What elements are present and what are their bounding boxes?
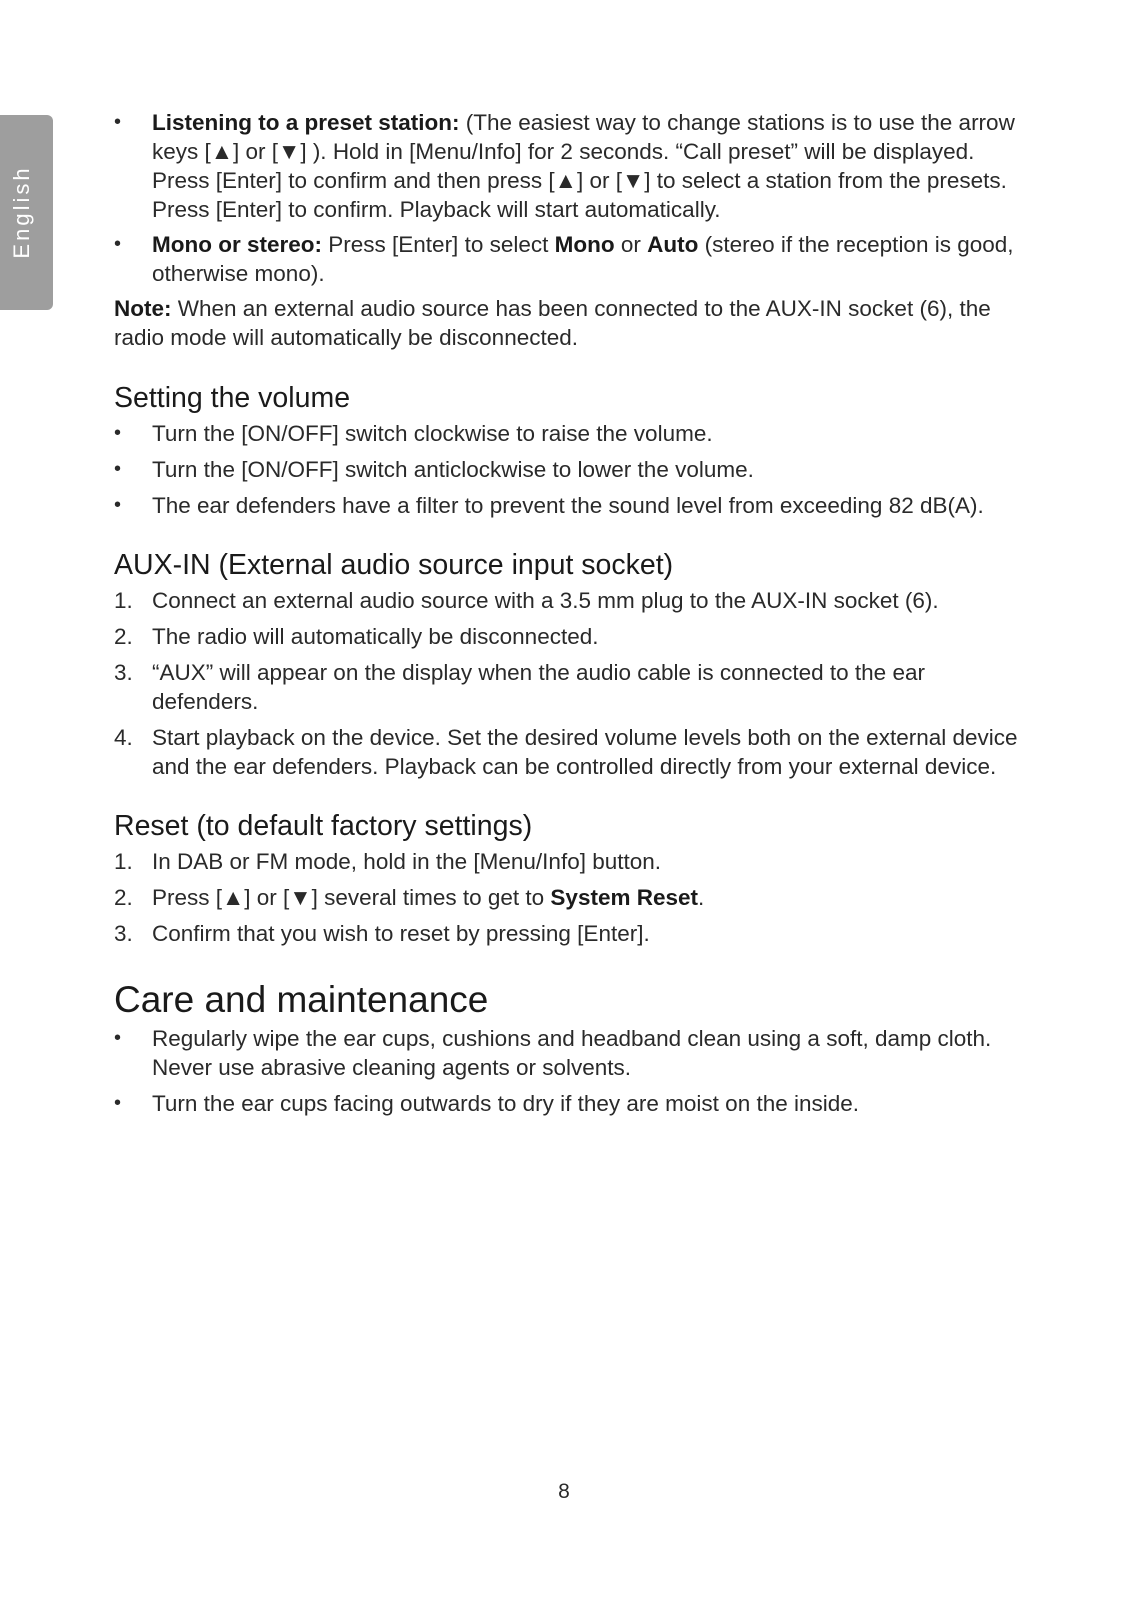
page-content: [114, 108, 1034, 1125]
note-label: Note:: [114, 296, 172, 321]
item-label: Listening to a preset station:: [152, 110, 460, 135]
step-number: 3.: [114, 660, 133, 685]
option-auto: Auto: [647, 232, 699, 257]
item-text: (stereo if the reception is good, otherwise mono).: [152, 232, 1014, 286]
list-item: [114, 419, 1034, 448]
item-label: Mono or stereo:: [152, 232, 323, 257]
item-text: The radio will automatically be disconnected.: [152, 624, 599, 649]
step-number: 1.: [114, 588, 133, 613]
note: [114, 294, 1034, 352]
item-text: Turn the [ON/OFF] switch anticlockwise to lower the volume.: [152, 457, 754, 482]
step-number: 1.: [114, 849, 133, 874]
volume-list: [114, 419, 1034, 520]
section-heading-aux: AUX-IN (External audio source input socket): [114, 549, 674, 581]
bullet-marker: •: [114, 1092, 122, 1114]
item-text: (The easiest way to change stations is to use the arrow keys [▲] or [▼] ). Hold in [Menu/Info] for 2 seconds. “Call preset” will be displayed. Press [Enter] to confirm and then press [▲] or [▼] to select a station from the presets. Press [Enter] to confirm. Playback will start automatically.: [152, 110, 1015, 222]
item-text: Turn the [ON/OFF] switch clockwise to raise the volume.: [152, 421, 713, 446]
reset-list: [114, 847, 1034, 948]
intro-list: [114, 108, 1034, 288]
item-text: Turn the ear cups facing outwards to dry if they are moist on the inside.: [152, 1091, 860, 1116]
list-item: [114, 883, 1034, 912]
language-tab-label: English: [9, 165, 34, 259]
item-text: Start playback on the device. Set the desired volume levels both on the external device and the ear defenders. Playback can be controlled directly from your external device.: [152, 725, 1018, 779]
care-list: [114, 1024, 1034, 1118]
item-text: .: [698, 885, 705, 910]
bullet-marker: •: [114, 422, 122, 444]
item-text: Press [▲] or [▼] several times to get to: [152, 885, 551, 910]
item-text: “AUX” will appear on the display when the audio cable is connected to the ear defenders.: [152, 660, 925, 714]
list-item: [114, 230, 1034, 288]
list-item: [114, 491, 1034, 520]
list-item: [114, 1089, 1034, 1118]
item-text: Regularly wipe the ear cups, cushions and headband clean using a soft, damp cloth. Never use abrasive cleaning agents or solvents.: [152, 1026, 992, 1080]
item-text: In DAB or FM mode, hold in the [Menu/Info] button.: [152, 849, 662, 874]
list-item: [114, 723, 1034, 781]
list-item: [114, 919, 1034, 948]
bullet-marker: •: [114, 111, 122, 133]
system-reset-label: System Reset: [550, 885, 699, 910]
step-number: 4.: [114, 725, 133, 750]
list-item: [114, 108, 1034, 224]
page-number: 8: [558, 1480, 570, 1503]
item-text: Connect an external audio source with a 3.5 mm plug to the AUX-IN socket (6).: [152, 588, 939, 613]
step-number: 3.: [114, 921, 133, 946]
bullet-marker: •: [114, 458, 122, 480]
list-item: [114, 847, 1034, 876]
bullet-marker: •: [114, 233, 122, 255]
section-heading-volume: Setting the volume: [114, 382, 351, 414]
item-text: The ear defenders have a filter to prevent the sound level from exceeding 82 dB(A).: [152, 493, 984, 518]
list-item: [114, 658, 1034, 716]
bullet-marker: •: [114, 494, 122, 516]
item-text: Press [Enter] to select: [322, 232, 555, 257]
section-heading-care: Care and maintenance: [114, 979, 489, 1020]
list-item: [114, 455, 1034, 484]
step-number: 2.: [114, 624, 133, 649]
list-item: [114, 622, 1034, 651]
step-number: 2.: [114, 885, 133, 910]
list-item: [114, 586, 1034, 615]
aux-list: [114, 586, 1034, 781]
bullet-marker: •: [114, 1027, 122, 1049]
section-heading-reset: Reset (to default factory settings): [114, 810, 533, 842]
option-mono: Mono: [554, 232, 615, 257]
item-text: Confirm that you wish to reset by pressing [Enter].: [152, 921, 650, 946]
item-text: or: [614, 232, 648, 257]
list-item: [114, 1024, 1034, 1082]
note-text: When an external audio source has been connected to the AUX-IN socket (6), the radio mode will automatically be disconnected.: [114, 296, 991, 350]
